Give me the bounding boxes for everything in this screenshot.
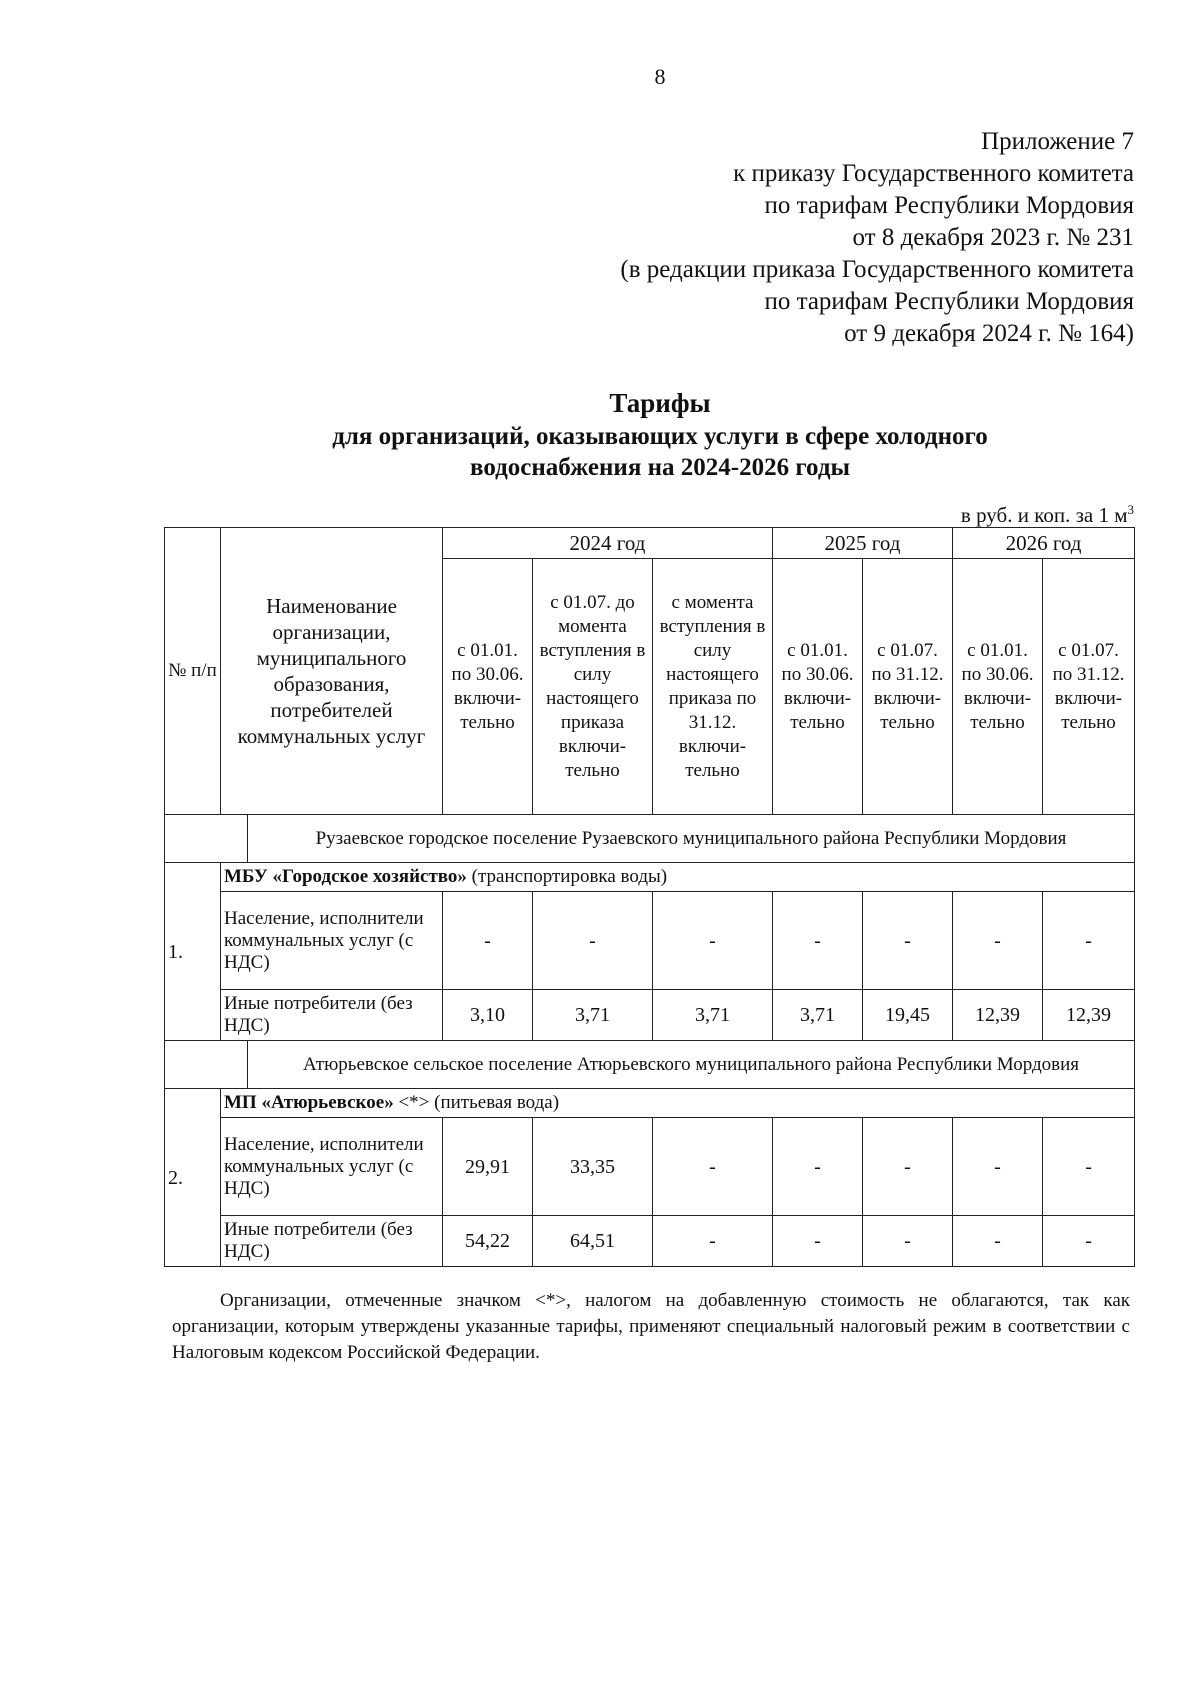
- tariff-value: -: [863, 1118, 953, 1216]
- appendix-header: [620, 126, 1134, 350]
- consumer-category: Население, исполнители коммунальных услуг (с НДС): [221, 1118, 443, 1216]
- consumer-category: Население, исполнители коммунальных услуг (с НДС): [221, 892, 443, 990]
- header-num: № п/п: [165, 528, 221, 815]
- section-spacer: [165, 815, 248, 863]
- row-number: 2.: [165, 1089, 221, 1267]
- document-title: [0, 385, 1200, 483]
- org-title: [221, 863, 1135, 892]
- tariff-value: -: [533, 892, 653, 990]
- header-year-2026: 2026 год: [953, 528, 1135, 559]
- header-year-2025: 2025 год: [773, 528, 953, 559]
- tariff-value: 3,71: [533, 990, 653, 1041]
- section-title: Атюрьевское сельское поселение Атюрьевского муниципального района Республики Мордовия: [248, 1041, 1135, 1089]
- table-row: [165, 1216, 1135, 1267]
- units-note: [961, 502, 1134, 528]
- header-period: с 01.07. по 31.12. включи-тельно: [1043, 559, 1135, 815]
- tariff-value: 12,39: [1043, 990, 1135, 1041]
- appendix-line: по тарифам Республики Мордовия: [764, 192, 1134, 219]
- org-row: [165, 1089, 1135, 1118]
- org-name: МП «Атюрьевское»: [224, 1092, 394, 1113]
- tariff-value: 64,51: [533, 1216, 653, 1267]
- header-period: с 01.01. по 30.06. включи-тельно: [953, 559, 1043, 815]
- org-title: [221, 1089, 1135, 1118]
- table-row: [165, 1118, 1135, 1216]
- table-row: [165, 892, 1135, 990]
- tariff-value: 54,22: [443, 1216, 533, 1267]
- tariffs-table: [164, 527, 1135, 1267]
- header-year-2024: 2024 год: [443, 528, 773, 559]
- header-period: с момента вступления в силу настоящего приказа по 31.12. включи-тельно: [653, 559, 773, 815]
- tariff-value: 12,39: [953, 990, 1043, 1041]
- tariff-value: -: [1043, 1118, 1135, 1216]
- title-line: водоснабжения на 2024-2026 годы: [469, 454, 851, 481]
- tariff-value: -: [773, 892, 863, 990]
- tariff-value: -: [653, 892, 773, 990]
- title-line: для организаций, оказывающих услуги в сфере холодного: [332, 423, 988, 450]
- tariff-value: 19,45: [863, 990, 953, 1041]
- appendix-line: от 9 декабря 2024 г. № 164): [844, 320, 1134, 347]
- units-sup: 3: [1127, 502, 1134, 517]
- header-period: с 01.07. по 31.12. включи-тельно: [863, 559, 953, 815]
- header-row-years: [165, 528, 1135, 559]
- org-note: <*> (питьевая вода): [393, 1092, 560, 1113]
- appendix-line: (в редакции приказа Государственного комитета: [620, 256, 1134, 283]
- section-spacer: [165, 1041, 248, 1089]
- tariff-value: 3,71: [653, 990, 773, 1041]
- appendix-line: Приложение 7: [981, 128, 1134, 155]
- units-text: в руб. и коп. за 1 м: [960, 503, 1128, 527]
- title-main: Тарифы: [609, 388, 711, 418]
- tariff-value: -: [773, 1216, 863, 1267]
- tariff-value: -: [653, 1118, 773, 1216]
- row-number: 1.: [165, 863, 221, 1041]
- org-name: МБУ «Городское хозяйство»: [224, 866, 467, 887]
- tariff-value: 33,35: [533, 1118, 653, 1216]
- tariff-value: -: [953, 1216, 1043, 1267]
- footnote: Организации, отмеченные значком <*>, налогом на добавленную стоимость не облагаются, так как организации, которым утверждены указанные тарифы, применяют специальный налоговый режим в соответствии с Налоговым кодексом Российской Федерации.: [172, 1290, 1130, 1363]
- section-row: [165, 1041, 1135, 1089]
- appendix-line: к приказу Государственного комитета: [733, 160, 1134, 187]
- tariff-value: -: [863, 892, 953, 990]
- tariff-value: 3,10: [443, 990, 533, 1041]
- tariff-value: -: [953, 892, 1043, 990]
- tariff-value: 29,91: [443, 1118, 533, 1216]
- header-period: с 01.01. по 30.06. включи-тельно: [443, 559, 533, 815]
- org-note: (транспортировка воды): [466, 866, 668, 887]
- appendix-line: от 8 декабря 2023 г. № 231: [852, 224, 1134, 251]
- consumer-category: Иные потребители (без НДС): [221, 990, 443, 1041]
- tariff-value: -: [1043, 892, 1135, 990]
- tariff-value: -: [443, 892, 533, 990]
- page-number: 8: [654, 64, 666, 89]
- tariff-value: -: [773, 1118, 863, 1216]
- header-name: Наименование организации, муниципального образования, потребителей коммунальных услуг: [221, 528, 443, 815]
- header-period: с 01.07. до момента вступления в силу настоящего приказа включи-тельно: [533, 559, 653, 815]
- section-title: Рузаевское городское поселение Рузаевского муниципального района Республики Мордовия: [248, 815, 1135, 863]
- org-row: [165, 863, 1135, 892]
- tariff-value: -: [953, 1118, 1043, 1216]
- table-row: [165, 990, 1135, 1041]
- header-period: с 01.01. по 30.06. включи-тельно: [773, 559, 863, 815]
- consumer-category: Иные потребители (без НДС): [221, 1216, 443, 1267]
- tariff-value: 3,71: [773, 990, 863, 1041]
- tariff-value: -: [1043, 1216, 1135, 1267]
- section-row: [165, 815, 1135, 863]
- tariff-value: -: [863, 1216, 953, 1267]
- tariff-value: -: [653, 1216, 773, 1267]
- appendix-line: по тарифам Республики Мордовия: [764, 288, 1134, 315]
